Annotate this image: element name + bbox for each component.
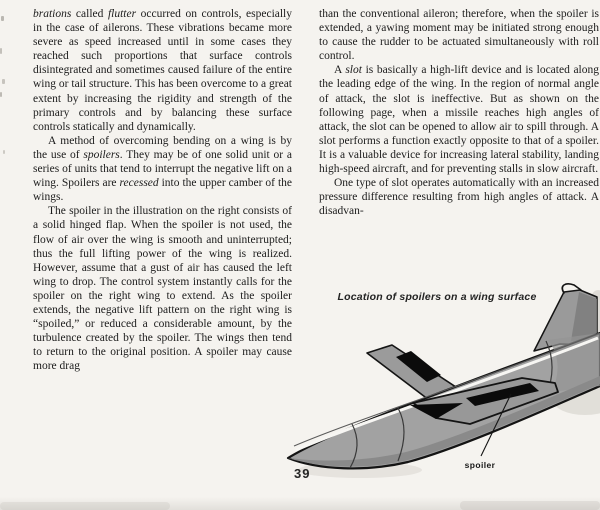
paragraph (319, 7, 599, 63)
scan-speck (0, 48, 2, 54)
spoiler-callout-label: spoiler (464, 460, 496, 470)
paragraph (33, 134, 292, 204)
text-segment: The spoiler in the illustration on the right consists of a solid hinged flap. When the spoiler is not used, the flow of air over the wing is smooth and uninterrupted; thus the full lifting power of the wing is realized. However, assume that a gust of air has caused the left wing to drop. The control system instantly calls for the spoiler on the right wing to extend. As the spoiler extends, the negative lift pattern on the right wing is “spoiled,” or reduced a considerable amount, by the turbulence created by the spoiler. The wings then tend to return to the original position. A spoiler may cause more drag (33, 205, 292, 373)
scan-speck (1, 16, 4, 21)
text-column-right (319, 7, 599, 218)
scan-speck (0, 92, 2, 97)
text-segment: occurred on controls, especially in the case of ailerons. These vibrations became more severe as speed increased until in some cases they reached such proportions that surface controls disintegrated and sometimes caused failure of the entire wing or tail structure. This has been overcome to a great extent by increasing the rigidity and strength of the primary controls and by balancing these surface controls statically and dynamically. (33, 8, 293, 133)
paragraph (319, 176, 599, 218)
figure-caption: Location of spoilers on a wing surface (337, 291, 537, 303)
text-segment: A (334, 64, 346, 77)
scan-speck (3, 150, 5, 154)
text-segment: A method of overcoming bending on a wing is by the use of (33, 134, 292, 161)
italic-text-segment: spoilers (83, 148, 120, 161)
page-number: 39 (294, 466, 311, 481)
text-segment: . They may be of one solid unit or a series of units that tend to interrupt the negative lift on a wing. Spoilers are (33, 148, 292, 190)
text-segment: than the conventional aileron; therefore, when the spoiler is extended, a yawing moment may be initiated strong enough to cause the rudder to be actuated simultaneously with roll control. (319, 8, 599, 63)
italic-text-segment: slot (345, 64, 362, 77)
text-segment: One type of slot operates automatically with an increased pressure difference resulting from high angles of attack. A disadvan- (319, 177, 599, 218)
text-segment: called (71, 8, 108, 20)
paragraph (33, 7, 292, 134)
paragraph (319, 63, 599, 176)
scan-artifact (0, 497, 600, 510)
italic-text-segment: flutter (107, 8, 137, 20)
italic-text-segment: recessed (119, 177, 159, 190)
italic-text-segment: brations (33, 8, 72, 20)
scan-speck (2, 79, 5, 84)
text-segment: into the upper camber of the wings. (33, 177, 292, 204)
text-segment: is basically a high-lift device and is located along the leading edge of the wing. In the region of normal angle of attack, the slot is ineffective. But as shown on the following page, when a missile reaches high angles of attack, the slot can be opened to allow air to spill through. A slot performs a function exactly opposite to that of a spoiler. It is a valuable device for increasing lateral stability, landing high-speed aircraft, and for preventing stalls in slow aircraft. (319, 64, 600, 176)
